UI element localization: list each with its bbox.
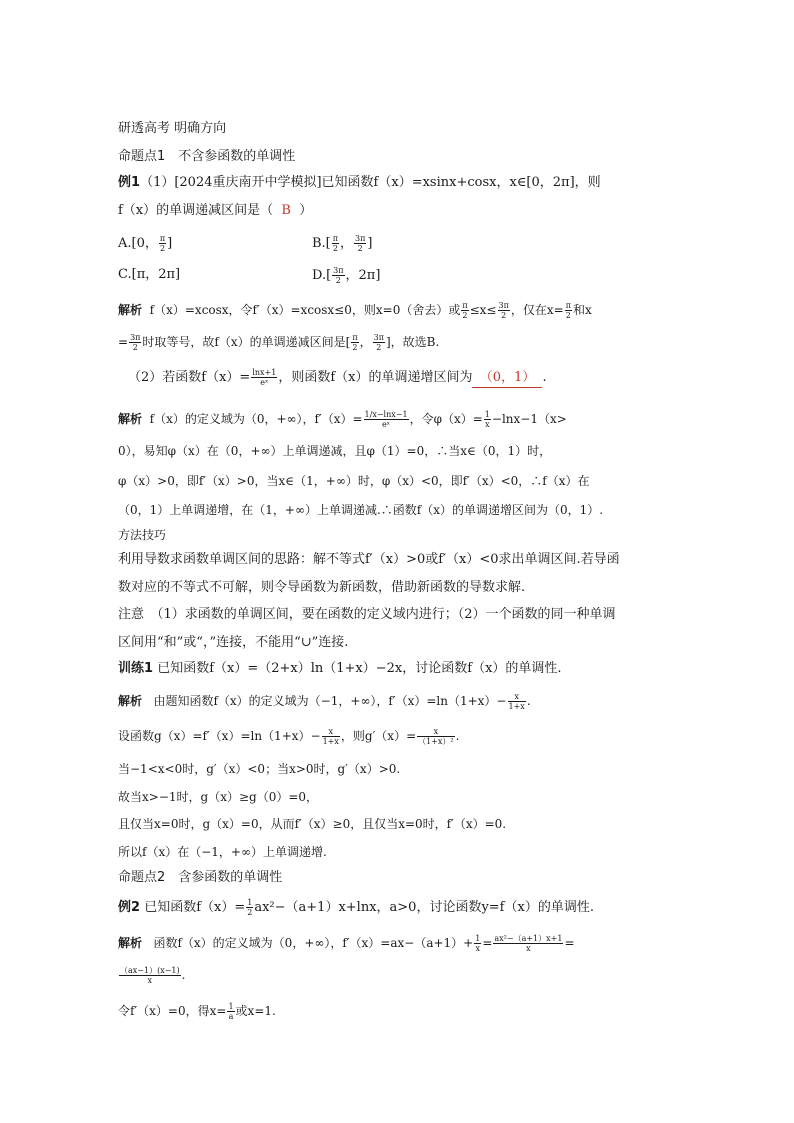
train1-s2-a: 设函数g（x）=f′（x）=ln（1+x）−	[118, 729, 321, 743]
frac-num: x	[322, 727, 340, 737]
part2-frac	[251, 368, 277, 387]
frac-num: 1	[247, 898, 253, 907]
ex1-sol3	[118, 410, 567, 429]
train1-num: 1	[144, 661, 154, 676]
ex2-frac4	[227, 1002, 234, 1021]
frac-den: （1+x）²	[418, 737, 454, 746]
sol1-text-d: 和x	[572, 303, 592, 317]
sol3-text-b: ，令φ（x）=	[409, 412, 483, 426]
sol-label: 解析	[118, 694, 143, 708]
point1-title: 命题点1 不含参函数的单调性	[118, 149, 296, 164]
option-b-end: ]	[367, 236, 373, 251]
train1-frac1	[508, 692, 526, 711]
frac-3pi-2c	[129, 333, 141, 352]
sol2-text-a: =	[118, 335, 129, 349]
ex2-question	[118, 898, 594, 917]
frac-num: π	[332, 234, 339, 243]
sol2-text-d: ]，故选B.	[385, 335, 440, 349]
frac-num: 1	[228, 1002, 234, 1011]
train1-frac2	[322, 727, 340, 746]
ex1-sol4: 0），易知φ（x）在（0，+∞）上单调递减，且φ（1）=0，∴当x∈（0，1）时，	[118, 444, 552, 458]
ex2-s1-end: =	[564, 936, 575, 950]
frac-pi-2b	[565, 301, 572, 320]
sol2-text-b: 时取等号，故f（x）的单调递减区间是[	[142, 335, 351, 349]
frac-den: eˣ	[260, 378, 269, 387]
option-b-frac1	[332, 234, 339, 253]
frac-den: 2	[376, 343, 382, 352]
ex2-s2-end: .	[181, 968, 186, 982]
frac-den: 2	[462, 311, 468, 320]
method-line2: 数对应的不等式不可解，则令导函数为新函数，借助新函数的导数求解.	[118, 580, 526, 595]
ex1-question-end: ）	[299, 203, 313, 218]
method-note1: 注意 （1）求函数的单调区间，要在函数的定义域内进行；（2）一个函数的同一种单调	[118, 607, 616, 622]
ex2-label: 例	[118, 900, 132, 915]
train1-frac3	[417, 727, 455, 746]
option-a-text: A.[0，	[118, 236, 158, 251]
method-line1: 利用导数求函数单调区间的思路：解不等式f′（x）>0或f′（x）<0求出单调区间.若导函	[118, 552, 620, 567]
sol3-frac	[364, 410, 409, 429]
frac-pi-2c	[351, 333, 358, 352]
option-d-text: D.[	[312, 268, 332, 283]
ex2-s3-a: 令f′（x）=0，得x=	[118, 1004, 227, 1018]
train1-label: 训练	[118, 661, 145, 676]
train1-sol5: 且仅当x=0时，g（x）=0，从而f′（x）≥0，且仅当x=0时，f′（x）=0.	[118, 817, 507, 831]
frac-num: π	[159, 234, 166, 243]
ex1-num: 1	[131, 175, 141, 190]
ex1-answer: B	[281, 203, 291, 218]
frac-den: 2	[247, 908, 253, 917]
ex2-frac-half	[246, 898, 253, 917]
frac-num: 1	[484, 410, 490, 419]
sol2-text-c: ，	[359, 335, 372, 349]
frac-den: 1+x	[508, 702, 525, 711]
ex2-frac1	[474, 934, 481, 953]
frac-num: π	[565, 301, 571, 310]
ex1-line1	[118, 174, 601, 192]
train1-sol4: 故当x>−1时，g（x）≥g（0）=0，	[118, 790, 319, 804]
frac-den: a	[228, 1012, 234, 1021]
frac-num: 3π	[373, 333, 384, 342]
frac-num: 1	[475, 934, 481, 943]
frac-den: 2	[565, 311, 571, 320]
ex1-options-ab	[118, 234, 518, 253]
frac-num: 3π	[130, 333, 141, 342]
frac-num: x	[508, 692, 526, 702]
train1-sol2	[118, 727, 459, 746]
sol1-text-b: ≤x≤	[469, 303, 497, 317]
ex1-part2	[128, 368, 547, 388]
frac-den: x	[475, 944, 481, 953]
sol1-text-c: ，仅在x=	[510, 303, 564, 317]
train1-s2-b: ，则g′（x）=	[340, 729, 417, 743]
frac-den: 2	[159, 244, 166, 253]
ex1-label: 例	[118, 175, 132, 190]
ex2-s3-b: 或x=1.	[235, 1004, 276, 1018]
ex2-s1-eq: =	[482, 936, 493, 950]
frac-den: 2	[357, 244, 363, 253]
ex2-sol2	[118, 966, 185, 985]
ex1-options-cd	[118, 266, 518, 284]
frac-den: x	[526, 944, 531, 953]
frac-num: lnx+1	[252, 368, 277, 377]
option-d-end: ，2π]	[345, 268, 381, 283]
option-a-frac	[159, 234, 166, 253]
frac-num: 3π	[355, 234, 366, 243]
train1-s1-a: 由题知函数f（x）的定义域为（−1，+∞），f′（x）=ln（1+x）−	[153, 694, 507, 708]
option-b-frac2	[354, 234, 366, 253]
ex1-sol2	[118, 333, 439, 352]
ex1-line2	[118, 202, 312, 220]
frac-num: π	[462, 301, 468, 310]
option-d-frac	[332, 266, 344, 285]
train1-text: 已知函数f（x）=（2+x）ln（1+x）−2x，讨论函数f（x）的单调性.	[157, 661, 562, 676]
train1-sol6: 所以f（x）在（−1，+∞）上单调递增.	[118, 845, 327, 859]
ex2-sol1	[118, 934, 575, 953]
sol-label: 解析	[118, 412, 143, 426]
sol3-text-a: f（x）的定义域为（0，+∞），f′（x）=	[149, 412, 363, 426]
sol3-frac2	[484, 410, 491, 429]
frac-num: 3π	[498, 301, 509, 310]
option-a	[118, 236, 172, 251]
point2-title: 命题点2 含参函数的单调性	[118, 870, 283, 885]
option-b-mid: ，	[340, 236, 354, 251]
ex1-sol1	[118, 301, 592, 320]
train1-question	[118, 660, 562, 678]
option-b-text: B.[	[312, 236, 331, 251]
option-c: C.[π，2π]	[118, 267, 181, 282]
ex1-part1-line1: （1）[2024重庆南开中学模拟]已知函数f（x）=xsinx+cosx，x∈[0，2π]，则	[140, 175, 601, 190]
part2-end: .	[542, 370, 547, 385]
ex2-sol3	[118, 1002, 276, 1021]
sol3-text-c: −lnx−1（x>	[491, 412, 567, 426]
frac-den: 2	[332, 244, 338, 253]
frac-den: 2	[501, 311, 507, 320]
frac-den: 2	[335, 276, 341, 285]
ex2-s1-a: 函数f（x）的定义域为（0，+∞），f′（x）=ax−（a+1）+	[153, 936, 474, 950]
ex2-text-b: ax²−（a+1）x+lnx，a>0，讨论函数y=f（x）的单调性.	[254, 900, 594, 915]
method-note2: 区间用“和”或“，”连接，不能用“∪”连接.	[118, 635, 349, 650]
frac-pi-2	[461, 301, 468, 320]
section-title: 研透高考 明确方向	[118, 121, 227, 136]
frac-num: 3π	[333, 266, 344, 275]
sol-label: 解析	[118, 936, 143, 950]
frac-num: ax²−（a+1）x+1	[494, 934, 563, 943]
frac-den: eˣ	[381, 420, 391, 429]
method-title: 方法技巧	[118, 528, 167, 542]
frac-den: 2	[132, 343, 138, 352]
ex1-question-text: f（x）的单调递减区间是（	[118, 203, 274, 218]
frac-den: x	[485, 420, 490, 429]
train1-s2-c: .	[455, 729, 460, 743]
ex2-num: 2	[131, 900, 141, 915]
train1-s1-b: .	[526, 694, 531, 708]
frac-den: x	[147, 976, 153, 985]
option-d	[312, 266, 380, 285]
frac-num: （ax−1）(x−1)	[120, 966, 180, 975]
train1-sol3: 当−1<x<0时，g′（x）<0；当x>0时，g′（x）>0.	[118, 762, 401, 776]
option-a-end: ]	[167, 236, 173, 251]
part2-text-a: （2）若函数f（x）=	[128, 370, 251, 385]
frac-num: x	[417, 727, 455, 737]
frac-den: 1+x	[322, 737, 339, 746]
frac-den: 2	[352, 343, 358, 352]
ex2-frac3	[119, 966, 181, 985]
sol-label: 解析	[118, 303, 143, 317]
frac-3pi-2	[498, 301, 510, 320]
frac-3pi-2d	[373, 333, 385, 352]
train1-sol1	[118, 692, 531, 711]
ex2-text-a: 已知函数f（x）=	[144, 900, 246, 915]
part2-answer: （0，1）	[472, 369, 542, 388]
ex2-frac2	[493, 934, 563, 953]
frac-num: 1/x−lnx−1	[364, 410, 408, 419]
option-b	[312, 234, 372, 253]
part2-text-b: ，则函数f（x）的单调递增区间为	[278, 370, 473, 385]
frac-num: π	[352, 333, 358, 342]
sol1-text-a: f（x）=xcosx，令f′（x）=xcosx≤0，则x=0（舍去）或	[149, 303, 461, 317]
ex1-sol5: φ（x）>0，即f′（x）>0，当x∈（1，+∞）时，φ（x）<0，即f′（x）<0，∴f（x）在	[118, 474, 590, 488]
ex1-sol6: （0，1）上单调递增，在（1，+∞）上单调递减.∴函数f（x）的单调递增区间为（0，1）.	[118, 503, 604, 517]
